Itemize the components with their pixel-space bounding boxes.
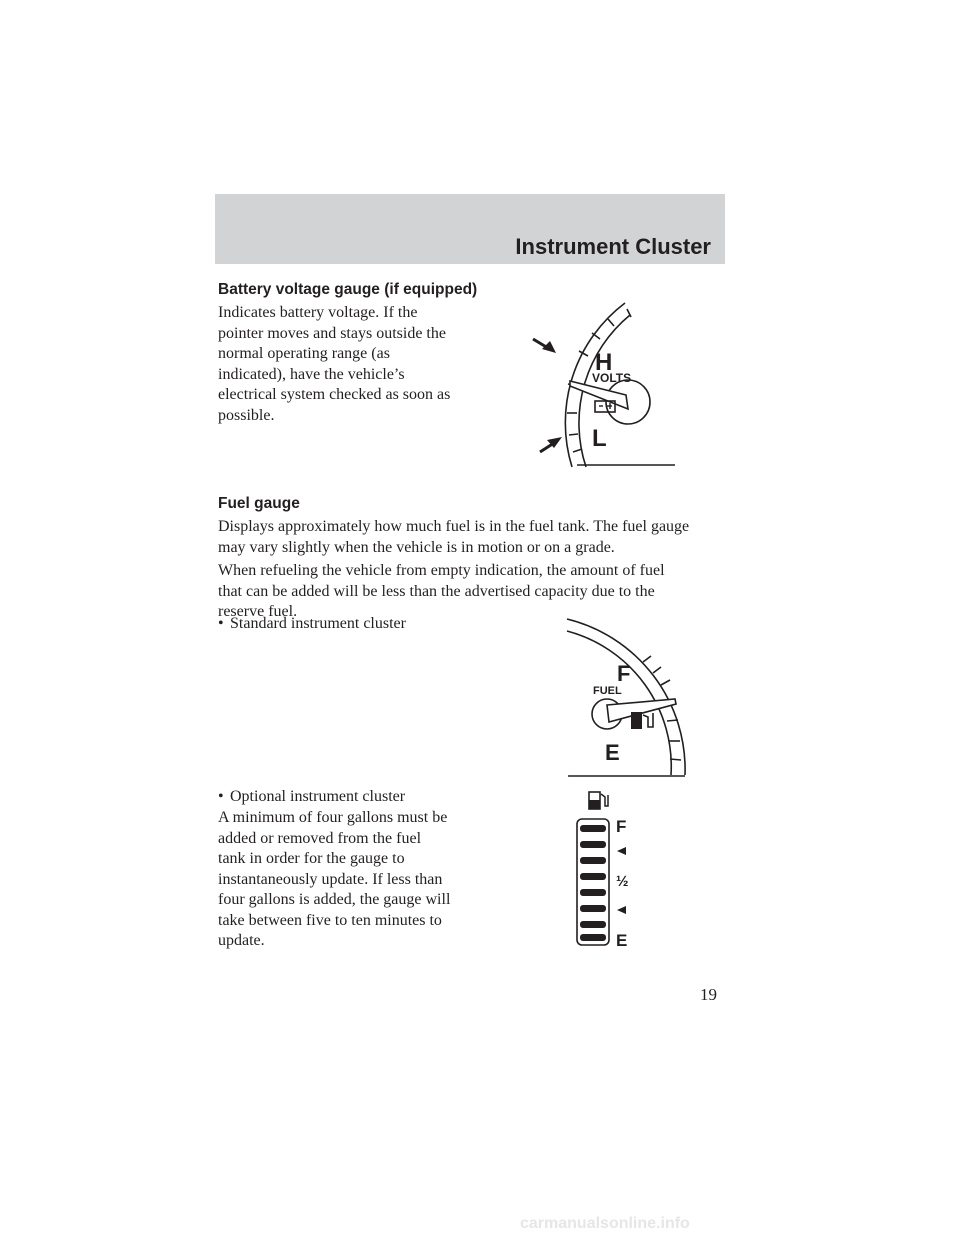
text-line: normal operating range (as — [218, 345, 390, 362]
battery-gauge-heading: Battery voltage gauge (if equipped) — [218, 281, 478, 298]
gauge-empty-label: E — [605, 740, 620, 765]
bullet-text: Standard instrument cluster — [230, 615, 406, 632]
bullet-dot: • — [218, 615, 224, 632]
text-line: indicated), have the vehicle’s — [218, 365, 405, 383]
text-line: added or removed from the fuel — [218, 829, 422, 847]
fuel-bar-segment — [580, 825, 606, 832]
gauge-tick — [667, 720, 678, 721]
fuel-bar-segment — [580, 873, 606, 880]
fuel-bar-segment — [580, 841, 606, 848]
three-quarter-marker-icon — [617, 847, 626, 855]
optional-fuel-gauge-illustration — [575, 785, 635, 950]
standard-fuel-gauge-illustration — [565, 617, 690, 780]
gauge-full-label: F — [617, 661, 631, 686]
bullet-standard-cluster — [218, 614, 406, 635]
bullet-text: Optional instrument cluster — [230, 788, 406, 805]
gauge-tick — [608, 319, 614, 326]
text-line: pointer moves and stays outside the — [218, 324, 446, 342]
fuel-pump-icon — [631, 712, 642, 729]
text-line: four gallons is added, the gauge will — [218, 891, 451, 908]
bullet-optional-cluster — [218, 787, 405, 808]
fuel-bar-segment — [580, 889, 606, 896]
section-header-band — [215, 194, 725, 264]
gauge-tick — [670, 759, 681, 760]
battery-voltage-gauge-illustration — [530, 295, 690, 470]
text-line: update. — [218, 932, 265, 949]
bullet-dot: • — [218, 788, 224, 805]
text-line: that can be added will be less than the advertised capacity due to the — [218, 582, 655, 600]
gauge-tick — [643, 656, 651, 662]
gauge-half-label: ½ — [616, 873, 629, 890]
fuel-paragraph-3 — [218, 808, 450, 952]
gauge-tick — [573, 449, 582, 452]
text-line: reserve fuel. — [218, 603, 298, 620]
gauge-fuel-label: FUEL — [593, 685, 622, 697]
text-line: instantaneously update. If less than — [218, 870, 443, 888]
fuel-paragraph-1 — [218, 517, 689, 558]
text-line: tank in order for the gauge to — [218, 850, 405, 867]
gauge-full-label: F — [616, 817, 627, 836]
gauge-low-label: L — [592, 425, 607, 452]
gauge-volts-label: VOLTS — [592, 371, 632, 385]
footer-watermark: carmanualsonline.info — [520, 1215, 690, 1232]
text-line: possible. — [218, 406, 275, 424]
fuel-bar-segment — [580, 905, 606, 912]
text-line: may vary slightly when the vehicle is in motion or on a grade. — [218, 538, 615, 556]
fuel-bar-segment — [580, 934, 606, 941]
gauge-pointer — [570, 381, 628, 409]
page-number: 19 — [700, 985, 717, 1004]
text-line: Displays approximately how much fuel is in the fuel tank. The fuel gauge — [218, 518, 690, 535]
gauge-outer-arc — [567, 619, 685, 775]
fuel-bar-segment — [580, 921, 606, 928]
gauge-tick — [653, 667, 661, 673]
gauge-empty-label: E — [616, 931, 628, 950]
gauge-tick — [569, 434, 578, 435]
text-line: Indicates battery voltage. If the — [218, 304, 418, 321]
high-limit-arrowhead-icon — [542, 341, 556, 353]
fuel-gauge-heading: Fuel gauge — [218, 495, 300, 512]
fuel-bar-segment — [580, 857, 606, 864]
one-quarter-marker-icon — [617, 906, 626, 914]
text-line: electrical system checked as soon as — [218, 386, 451, 403]
battery-paragraph — [218, 303, 450, 426]
text-line: When refueling the vehicle from empty indication, the amount of fuel — [218, 562, 665, 579]
text-line: take between five to ten minutes to — [218, 911, 442, 929]
gauge-high-label: H — [595, 349, 613, 376]
gauge-tick — [661, 680, 670, 685]
text-line: A minimum of four gallons must be — [218, 809, 448, 826]
section-title: Instrument Cluster — [515, 234, 711, 259]
